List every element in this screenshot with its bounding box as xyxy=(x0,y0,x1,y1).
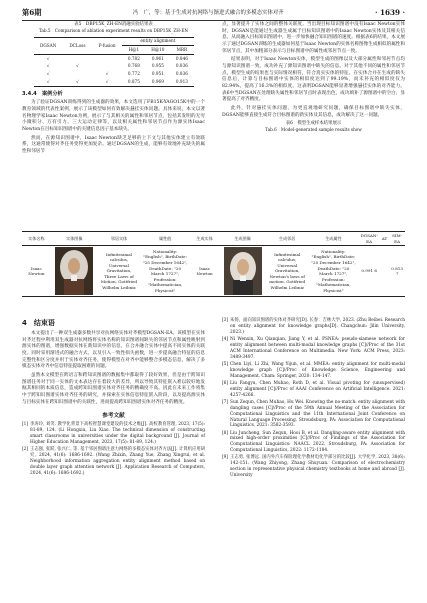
cell: 0.768 xyxy=(127,63,140,69)
ref-number: [9] xyxy=(222,455,229,461)
t6-header: 生成邻居 xyxy=(278,235,296,241)
ref-text: Chen Liyi, Li Zhi, Wang Yijun, et al. MMEA: entity alignment for multi-modal knowledge graph [C]//Proc of Knowledge Science, Engineering and Management. Cham: Springer, 2020: 134-147. xyxy=(230,361,405,379)
ref-number: [3] xyxy=(222,318,229,323)
col-dgsan: DGSAN xyxy=(34,37,63,54)
ref-number: [4] xyxy=(222,336,229,342)
ref-text: Liu Fangyu, Chen Muhao, Roth D, et al. Visual pivoting for (unsupervised) entity alignment [C]//Proc of AAAI Conference on Artificial Intelligence. 2021: 4257-4266. xyxy=(230,380,405,398)
col-group: entity alignment xyxy=(122,37,193,46)
ref-number: [1] xyxy=(22,422,29,428)
t6-header: 生成属性 xyxy=(325,235,342,241)
table6-caption-en: Tab.6 Model-generated sample results show xyxy=(265,127,362,133)
reference-item xyxy=(222,455,405,479)
table6-wrapper xyxy=(22,231,405,297)
paragraph: 然而，在源知识图谱中，Isaac Newton缺乏足够的上下文与其他实体建立有效联系，这通常使得对齐任务变得更加复杂。通过DGSAN的生成，能够有效地补充缺失的属性和邻居节 xyxy=(22,135,205,154)
cell: √ xyxy=(105,71,109,77)
ref-text: Sun Zequn, Chen Muhao, Hu Wei. Knowing the no-match: entity alignment with dangling cases [C]//Proc of the 59th Annual Meeting of the Association for Computational Linguistics and the 11th International Joint Conference on Natural Language Processing. Stroudsburg, PA: Association for Computational Linguistics, 2021: 3582-3593. xyxy=(230,399,405,429)
cell: 0.951 xyxy=(151,71,164,77)
t6-header: 实体名称 xyxy=(28,235,45,241)
t6-header: 生成实体 xyxy=(196,235,213,241)
paragraph: 此外，针对悬挂实体问题，为更直观地研究问题，确保目标图谱中缺失实体，DGSAN能够直接生成符合目标图谱的新实体及其信息，成功解决了这一问题。 xyxy=(222,105,405,118)
ref-number: [2] xyxy=(22,447,29,453)
cell: √ xyxy=(46,55,50,61)
cell: 0.772 xyxy=(127,71,140,77)
col-fusion: P-fusion xyxy=(92,37,122,54)
t6-header: SIM-EA xyxy=(392,233,403,244)
ref-text: 李涛玲, 刘笑. 教学化背景下高校智慧课堂建设的技术之维[J]. 高校教育管理, 2023, 17(5): 81-89, 124. (Li Hongxiu, Liu Xiao. The technical dimension of constructing smart classrooms in universities under the digital background [J]. Journal of Higher Education Management, 2023, 17(5): 81-89, 124.) xyxy=(30,422,205,446)
t6-header: 生成图像 xyxy=(234,235,251,241)
paragraph: 虽然本文模型在跨语言和跨知识图谱的数据集中都取得了较好效果，但是由于跨知识图谱任务对于同一实体的文本表达存在着较大的差异，所以导致其特征嵌入难以较好地发掘其相同的本质信息，造成跨知识图谱实体对齐任务的精确度不高。因此在未来工作将集中于跨知识图谱实体对齐任务的研究，并探索在实体信息特征嵌入阶段，以及提高源实体与目标实体在跨知识图谱中的关联性，进而提高跨知识图谱实体对齐任务的精度。 xyxy=(22,373,205,405)
ablation-table xyxy=(34,37,194,87)
table-row xyxy=(22,246,405,297)
section-heading-case: 3.4.4 案例分析 xyxy=(22,90,63,97)
running-title: 冯 广，等：基于生成对抗网络与渐进式融合的多模态实体对齐 xyxy=(132,10,284,17)
cell: 0.782 xyxy=(127,55,140,61)
ref-text: Liu Juncheng, Sun Zequn, Hooi B, et al. Dangling-aware entity alignment with mixed high-order proximities [C]//Proc of Findings of the Association for Computational Linguistics: NAACL 2022. Stroudsburg, PA: Association for Computational Linguistics, 2022: 1172-1184. xyxy=(230,430,405,454)
references-heading: 参考文献 xyxy=(102,413,125,420)
sim-ea-score: 0.813 7 xyxy=(391,265,403,277)
attribute-values: Nationality: "English", BirthDate: "25 December 1642", DeathDate: "20 March 1727", Profession: "Mathematician, Physicist" xyxy=(142,248,188,293)
table6-caption: 表6 模型生成样本结果展示 xyxy=(285,121,342,127)
references-list xyxy=(222,318,405,480)
cell xyxy=(92,63,122,71)
generated-entity: Isaac Newton xyxy=(196,265,213,277)
ref-text: 王志强, 张跃, 张兴仁, 等. 基于邻居图谱注意力网络的多模态实体对齐方法[J]. 计算机应用研究, 2024, 41(6): 1686-1692. (Wang Zhixin, Zhang Yue, Zhang Xingrui, et al. Neighborhood information aggregation entity alignment method based on double layer graph attention network [J]. Application Research of Computers, 2024, 41(6): 1686-1692.) xyxy=(30,447,205,477)
page-number: · 1639 · xyxy=(374,7,405,17)
paragraph: 结果表明，对于Isaac Newton实体，模型生成的图像以及大部分属性和邻居节点均与源知识图谱一致，成功补充了源知识图谱中缺失的信息。对于其他不同的属性和邻居节点，模型生成的结果也与实际情况相符，符合真实实体的特征。在实体合并在生成的缺失信息后，计算与目标图谱中实体的相似度达到了99.19%，而未补充的相似度仅为82.94%，提高了16.3%的相似度。这表明DGSAN能够显著增强悬挂实体的对齐能力。表6中当DGSAN在处理缺失属性和邻居节点时表现出色，成功填补了源图谱中的空白，显著提高了对齐精度。 xyxy=(222,57,405,103)
cell: 0.955 xyxy=(151,63,164,69)
conclusion-section xyxy=(22,318,205,478)
ref-number: [5] xyxy=(222,361,229,367)
t6-header: DGSAN-EA xyxy=(360,233,378,244)
paragraph: 为了验证DGSAN训练得到的生成器的效果，本文选用了FB15K-YAGO15K中的一个教育领域的代表性案例，展示了该模型如何有效解决悬挂实体问题。具体来说，本文以著名物理学家Isaac Newton为例，展示了与其相关的属性和邻居节点，包括其发明的无穷小微积分、万有引力、三大运动定律等，以及相关属性和邻居节点作为源实体Isaac Newton在目标知识图谱中的关键信息因子基本缺失。 xyxy=(22,100,205,132)
ref-text: 王志勇, 张博远. 国内外汽车保险理化学教材电化学部分的比较[J]. 大学化学, 2023, 38(6): 142-151. (Wang Zhiyong, Zhang Shuyuan. Comparison of electrochemistry section in representative physical chemistry textbooks at home and abroad [J]. University xyxy=(230,455,405,479)
table-row xyxy=(34,78,194,86)
t6-header: 实体图像 xyxy=(66,235,83,241)
newton-portrait-image xyxy=(55,247,93,295)
cell: 0.969 xyxy=(151,78,164,84)
entity-name: Isaac Newton xyxy=(28,265,45,277)
table-row xyxy=(34,54,194,62)
cell: √ xyxy=(105,78,109,84)
at-score xyxy=(380,246,389,297)
table5-caption: 表5 DBP15K_ZH-EN消融实验结果表 xyxy=(74,22,153,27)
paragraph: 点，显著提升了实体之间的整体关联度。当出现目标知识图谱中没有Isaac Newton实体时，DGSAN是能通过生成器生成属于目标知识图谱中的Isaac Newton实体及其相关信息，从而融入目标知识图谱中，进一步加快融合知识图谱的速度。根据表6的结果，本文展示了通过DGSAN训练的生成器如何基于Isaac Newton的实体名称图像生成相似的属性和邻居节点，其中加粗部分表示与目标图谱中的属性或邻居节点一致。 xyxy=(222,22,405,54)
ref-number: [7] xyxy=(222,399,229,405)
ref-number: [8] xyxy=(222,430,229,436)
cell: √ xyxy=(46,78,50,84)
reference-item xyxy=(222,362,405,380)
reference-item xyxy=(222,431,405,455)
reference-item xyxy=(22,422,205,446)
cell: 0.836 xyxy=(175,63,188,69)
issue-number: 第6期 xyxy=(22,7,42,17)
t6-header: AT xyxy=(381,235,388,241)
cell: √ xyxy=(46,63,50,69)
cell: √ xyxy=(76,63,79,69)
neighbor-entities: Infinitesimal calculus, Universal Gravitation, Three Laws of Motion, Gottfried Wilhelm Leibniz xyxy=(100,251,138,290)
running-header xyxy=(22,6,405,21)
cell: √ xyxy=(46,71,50,77)
reference-item xyxy=(22,447,205,477)
t6-header: 属性值 xyxy=(158,235,172,241)
reference-item xyxy=(222,337,405,361)
dgsan-ea-score: 0.991 6 xyxy=(361,268,377,274)
cell: √ xyxy=(76,78,79,84)
cell xyxy=(63,70,92,78)
ref-text: Ni Wenxin, Xu Qianqian, Jiang Y, et al. PSNEA: pseudo-siamese network for entity alignment between multi-modal knowledge graphs [C]//Proc of the 31st ACM International Conference on Multimedia. New York: ACM Press, 2023: 3489-3497. xyxy=(230,336,405,360)
cell: 0.961 xyxy=(151,55,164,61)
ref-number: [6] xyxy=(222,380,229,386)
generated-attributes: Nationality: "English", BirthDate: "25 December 1642", DeathDate: "20 March 1727", Profession: "Mathematician, Physicist" xyxy=(311,248,356,293)
cell: 0.846 xyxy=(175,55,188,61)
generated-image xyxy=(219,246,266,297)
generated-portrait-image xyxy=(224,247,262,295)
reference-item xyxy=(222,400,405,430)
section-heading-conclusion: 4 结束语 xyxy=(22,319,55,327)
cell xyxy=(92,54,122,62)
left-column xyxy=(22,22,205,158)
metric-mrr: MRR xyxy=(176,47,188,53)
generated-neighbors: Infinitesimal calculus, Universal Gravitation, Newton's laws of motion, Gottfried Wilhelm Leibniz xyxy=(269,251,306,290)
cell: 0.913 xyxy=(175,78,188,84)
generated-sample-table xyxy=(22,231,405,297)
right-column xyxy=(222,22,405,133)
cell: 0.836 xyxy=(175,71,188,77)
paragraph: 本文提出了一种双生成器多数共享对抗网络实体对齐模型DGSAN-EA。该模型在实体对齐过程中利用双生成器对抗网络将实体名称的知识图谱间缺失的邻居节点和属性映射到源实体的图谱，增强数据实体在新知识中的信息，在合并融合实体中提高不同实体的关联度。同时采用渐进式的融合方式，以及引入一致性损失函数，进一步提高融合特征的信息完整性和区分度并用于实体对齐任务，使得模型在对齐中能够整合多模态信息，解决了多模态实体对齐中信息特征提取困难的问题。 xyxy=(22,331,205,370)
ref-text: 朱扬，面向知识图谱的实体对齐研究[D]. 长春：吉林大学, 2023. (Zhu Beibei. Research on entity alignment for knowledge graphs[D]. Changchun: Jilin University, 2023.) xyxy=(230,318,405,335)
cell xyxy=(63,54,92,62)
entity-image xyxy=(51,246,98,297)
cell: 0.875 xyxy=(127,78,140,84)
col-dcloss: DCLoss xyxy=(63,37,92,54)
t6-header: 邻居实体 xyxy=(110,235,128,241)
reference-item xyxy=(222,381,405,399)
table-row xyxy=(34,63,194,71)
table5-caption-en: Tab.5 Comparison of ablation experiment results on DBP15K_ZH-EN xyxy=(38,27,189,33)
metric-h1: H@1 xyxy=(128,47,140,53)
table-row xyxy=(34,70,194,78)
metric-h10: H@10 xyxy=(151,47,165,53)
reference-item xyxy=(222,318,405,336)
